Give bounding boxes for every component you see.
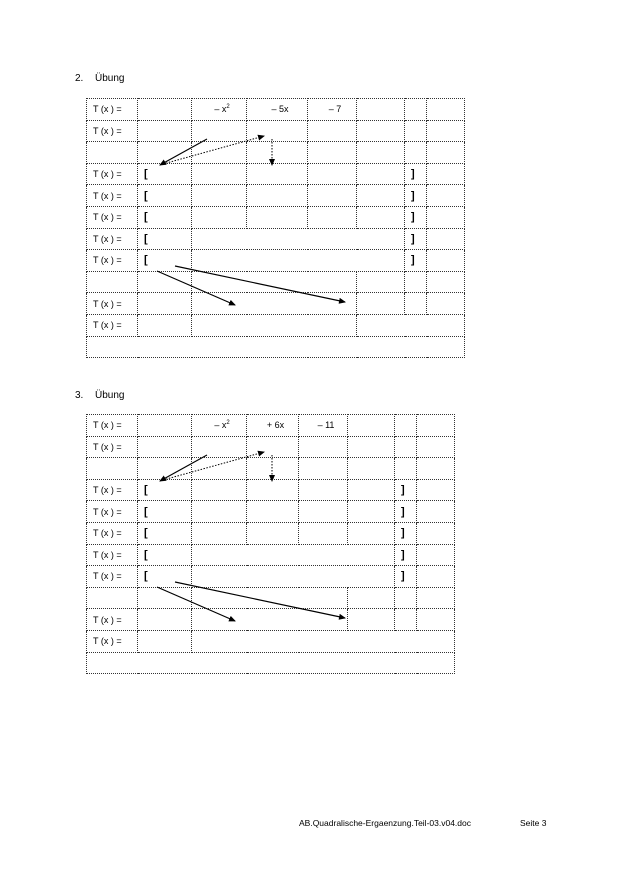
row-label: T (x ) = <box>87 163 138 185</box>
exercise-title: Übung <box>95 73 125 84</box>
table-row <box>87 99 465 121</box>
table-row <box>87 336 465 358</box>
open-bracket: [ <box>138 479 192 501</box>
open-bracket: [ <box>138 228 192 250</box>
term-x-squared: – $x^2$ <box>192 415 247 437</box>
term-constant: – 7 <box>308 99 357 121</box>
table-row <box>87 163 465 185</box>
exercise-title: Übung <box>95 390 125 401</box>
term-linear: + 6x <box>247 415 299 437</box>
row-label: T (x ) = <box>87 293 138 315</box>
table-row <box>87 479 455 501</box>
table-row <box>87 415 455 437</box>
exercise-number: 3. <box>75 390 84 401</box>
row-label: T (x ) = <box>87 566 138 588</box>
close-bracket: ] <box>395 479 417 501</box>
open-bracket: [ <box>138 163 192 185</box>
table-row <box>87 522 455 544</box>
open-bracket: [ <box>138 566 192 588</box>
exercise-3-table <box>86 414 455 674</box>
close-bracket: ] <box>405 250 427 272</box>
row-label: T (x ) = <box>87 99 138 121</box>
close-bracket: ] <box>395 501 417 523</box>
row-label: T (x ) = <box>87 630 138 652</box>
open-bracket: [ <box>138 522 192 544</box>
open-bracket: [ <box>138 185 192 207</box>
close-bracket: ] <box>405 206 427 228</box>
row-label: T (x ) = <box>87 501 138 523</box>
table-row <box>87 206 465 228</box>
table-row <box>87 228 465 250</box>
open-bracket: [ <box>138 544 192 566</box>
row-label: T (x ) = <box>87 185 138 207</box>
row-label: T (x ) = <box>87 250 138 272</box>
table-row <box>87 250 465 272</box>
open-bracket: [ <box>138 250 192 272</box>
row-label: T (x ) = <box>87 522 138 544</box>
row-label: T (x ) = <box>87 228 138 250</box>
row-label: T (x ) = <box>87 609 138 631</box>
table-row <box>87 544 455 566</box>
close-bracket: ] <box>405 185 427 207</box>
open-bracket: [ <box>138 501 192 523</box>
table-row <box>87 185 465 207</box>
exercise-number: 2. <box>75 73 84 84</box>
close-bracket: ] <box>395 566 417 588</box>
table-row <box>87 314 465 336</box>
row-label: T (x ) = <box>87 314 138 336</box>
table-row <box>87 630 455 652</box>
footer-filename: AB.Quadralische-Ergaenzung.Teil-03.v04.doc <box>299 818 471 828</box>
row-label: T (x ) = <box>87 544 138 566</box>
exercise-2-heading <box>75 73 124 84</box>
table-row <box>87 293 465 315</box>
table-row <box>87 436 455 458</box>
table-row <box>87 609 455 631</box>
close-bracket: ] <box>395 544 417 566</box>
row-label: T (x ) = <box>87 206 138 228</box>
term-constant: – 11 <box>299 415 348 437</box>
table-row <box>87 587 455 609</box>
close-bracket: ] <box>405 228 427 250</box>
table-row <box>87 566 455 588</box>
term-linear: – 5x <box>247 99 308 121</box>
row-label: T (x ) = <box>87 436 138 458</box>
table-row <box>87 652 455 674</box>
exercise-3-heading <box>75 390 124 401</box>
close-bracket: ] <box>405 163 427 185</box>
term-x-squared: – $x^2$ <box>192 99 247 121</box>
exercise-2-table <box>86 98 465 358</box>
open-bracket: [ <box>138 206 192 228</box>
table-row <box>87 142 465 164</box>
table-row <box>87 120 465 142</box>
close-bracket: ] <box>395 522 417 544</box>
table-row <box>87 501 455 523</box>
row-label: T (x ) = <box>87 120 138 142</box>
row-label: T (x ) = <box>87 415 138 437</box>
table-row <box>87 458 455 480</box>
table-row <box>87 271 465 293</box>
footer-page-number: Seite 3 <box>520 818 547 828</box>
row-label: T (x ) = <box>87 479 138 501</box>
